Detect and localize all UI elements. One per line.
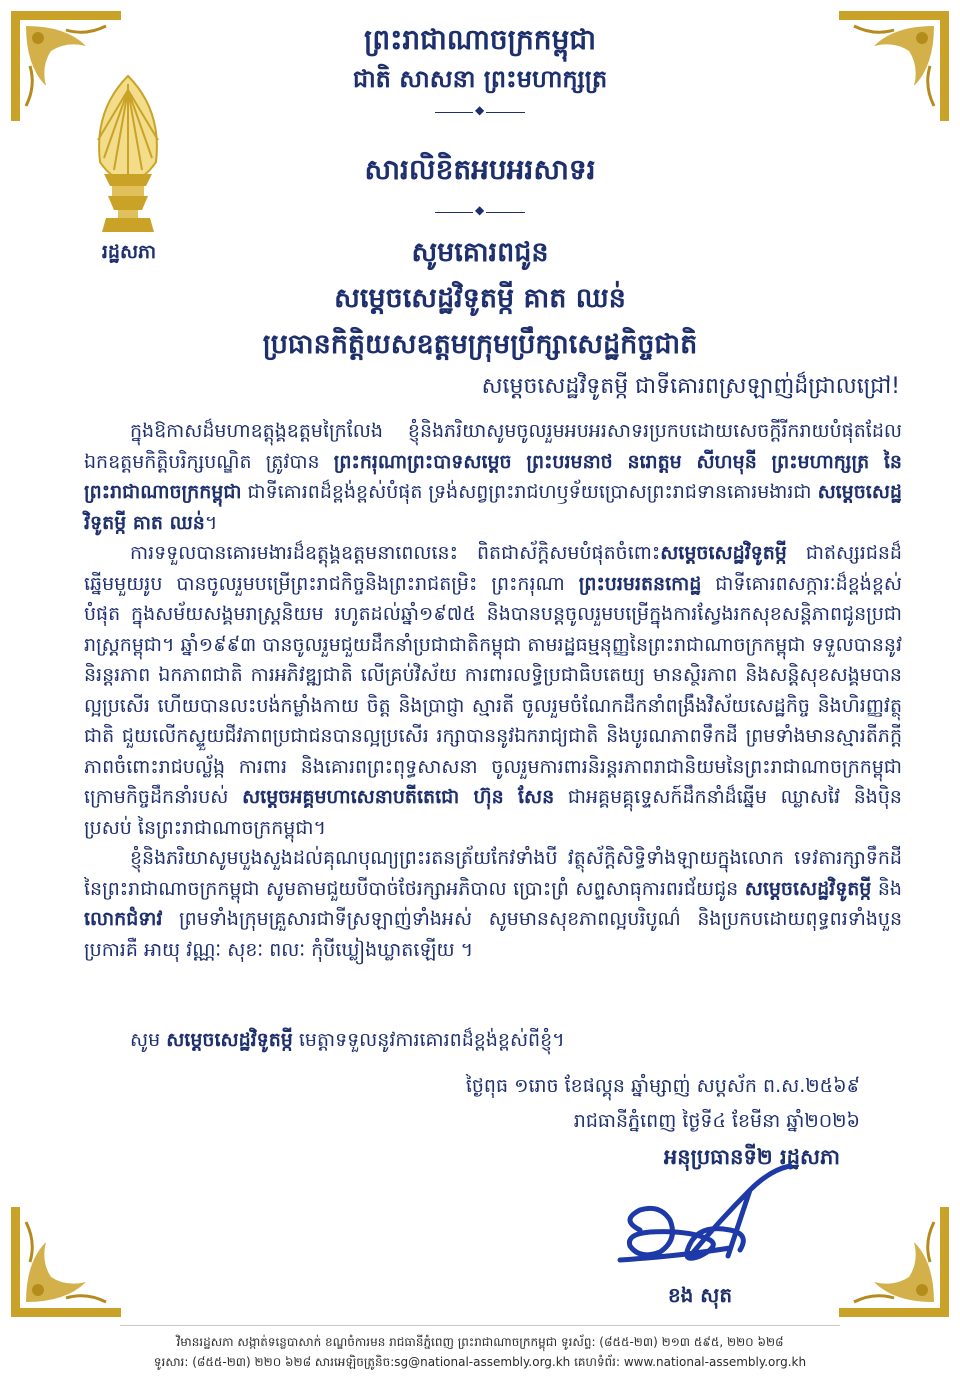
lunar-date: ថ្ងៃពុធ ១រោច ខែផល្គុន ឆ្នាំម្សាញ់ សប្តស័ក ព.ស.២៥៦៩ (465, 1075, 860, 1097)
recipient-name: សម្តេចសេដ្ឋវិទូតម្កី គាត ឈន់ (334, 283, 626, 314)
letter-body (84, 416, 902, 965)
body-paragraph: ការទទួលបានគោរមងារដ៏ឧត្តុង្គឧត្តមនាពេលនេះ ពិតជាស័ក្តិសមបំផុតចំពោះសម្តេចសេដ្ឋវិទូតម្កី ជាឥស្សរជនដ៏ឆ្នើមមួយរូប បានចូលរួមបម្រើព្រះរាជកិច្ចនិងព្រះរាជតម្រិះ ព្រះករុណា ព្រះបរមរតនកោដ្ឋ ជាទីគោរពសក្ការៈដ៏ខ្ពង់ខ្ពស់បំផុត ក្នុងសម័យសង្គមរាស្ត្រនិយម រហូតដល់ឆ្នាំ១៩៧៥ និងបានបន្តចូលរួមបម្រើក្នុងការស្វែងរកសុខសន្តិភាពជូនប្រជារាស្ត្រកម្ពុជា។ ឆ្នាំ១៩៩៣ បានចូលរួមជួយដឹកនាំប្រជាជាតិកម្ពុជា តាមរដ្ឋធម្មនុញ្ញនៃព្រះរាជាណាចក្រកម្ពុជា ទទួលបាននូវនិរន្តរភាព ឯកភាពជាតិ ការអភិវឌ្ឍជាតិ លើគ្រប់វិស័យ ការពារលទ្ធិប្រជាធិបតេយ្យ មានស្ថិរភាព និងសន្តិសុខសង្គមបានល្អប្រសើរ ហើយបានលះបង់កម្លាំងកាយ ចិត្ត និងប្រាជ្ញា ស្មារតី ចូលរួមចំណែកដឹកនាំពង្រឹងវិស័យសេដ្ឋកិច្ច និងហិរញ្ញវត្ថុជាតិ ជួយលើកស្ទួយជីវភាពប្រជាជនបានល្អប្រសើរ រក្សាបាននូវឯករាជ្យជាតិ និងបូរណភាពទឹកដី ព្រមទាំងមានស្មារតីភក្តីភាពចំពោះរាជបល្ល័ង្ក ការពារ និងគោរពព្រះពុទ្ធសាសនា ចូលរួមការពារនិរន្តរភាពរាជានិយមនៃព្រះរាជាណាចក្រកម្ពុជា ក្រោមកិច្ចដឹកនាំរបស់ សម្តេចអគ្គមហាសេនាបតីតេជោ ហ៊ុន សែន ជាអគ្គមគ្គុទ្ទេសក៍ដឹកនាំដ៏ឆ្នើម ឈ្លាសវៃ និងប៉ិនប្រសប់ នៃព្រះរាជាណាចក្រកម្ពុជា។ (84, 542, 902, 839)
title-divider (435, 208, 525, 218)
header-divider (435, 108, 525, 118)
recipient-block (0, 230, 960, 368)
kingdom-title: ព្រះរាជាណាចក្រកម្ពុជា (363, 23, 596, 56)
corner-ornament-icon (6, 1202, 126, 1322)
document-title: សារលិខិតអបអរសាទរ (364, 153, 596, 186)
closing-line: សូម សម្តេចសេដ្ឋវិទូតម្កី មេត្តាទទួលនូវការគោរពដ៏ខ្ពង់ខ្ពស់ពីខ្ញុំ។ (130, 1029, 565, 1051)
corner-ornament-icon (834, 1202, 954, 1322)
salutation: សម្តេចសេដ្ឋវិទូតម្កី ជាទីគោរពស្រឡាញ់ដ៏ជ្រាលជ្រៅ! (481, 374, 900, 399)
footer-divider (120, 1325, 840, 1326)
national-motto: ជាតិ សាសនា ព្រះមហាក្សត្រ (352, 65, 608, 93)
solar-date: រាជធានីភ្នំពេញ ថ្ងៃទី៤ ខែមីនា ឆ្នាំ២០២៦ (573, 1110, 860, 1132)
body-paragraph: ខ្ញុំនិងភរិយាសូមបួងសួងដល់គុណបុណ្យព្រះរតនត្រ័យកែវទាំងបី វត្ថុស័ក្តិសិទ្ធិទាំងឡាយក្នុងលោក ទេវតារក្សាទឹកដីនៃព្រះរាជាណាចក្រកម្ពុជា សូមតាមជួយបីបាច់ថែរក្សាអភិបាល ប្រោះព្រំ សព្ទសាធុការពរជ័យជូន សម្តេចសេដ្ឋវិទូតម្កី និងលោកជំទាវ ព្រមទាំងក្រុមគ្រួសារជាទីស្រឡាញ់ទាំងអស់ សូមមានសុខភាពល្អបរិបូណ៌ និងប្រកបដោយពុទ្ធពរទាំងបួនប្រការគឺ អាយុ វណ្ណៈ សុខៈ ពលៈ កុំបីឃ្លៀងឃ្លាតឡើយ ។ (84, 847, 902, 961)
letter-header (0, 20, 960, 128)
footer-address: វិមានរដ្ឋសភា សង្កាត់ទន្លេបាសាក់ ខណ្ឌចំការមន រាជធានីភ្នំពេញ ព្រះរាជាណាចក្រកម្ពុជា ទូរស័ព្ទ: (៨៥៥-២៣) ២១៣ ៥៩៥, ២២០ ៦២៨ (176, 1335, 784, 1349)
signer-title: អនុប្រធានទី២ រដ្ឋសភា (663, 1145, 840, 1169)
body-paragraph: ក្នុងឱកាសដ៏មហាឧត្តុង្គឧត្តមក្រៃលែង ខ្ញុំនិងភរិយាសូមចូលរួមអបអរសាទរប្រកបដោយសេចក្តីរីករាយបំផុតដែល ឯកឧត្តមកិត្តិបរិក្សបណ្ឌិត ត្រូវបាន ព្រះករុណាព្រះបាទសម្តេច ព្រះបរមនាថ នរោត្តម សីហមុនី ព្រះមហាក្សត្រ នៃព្រះរាជាណាចក្រកម្ពុជា ជាទីគោរពដ៏ខ្ពង់ខ្ពស់បំផុត ទ្រង់សព្វព្រះរាជហឫទ័យប្រោសព្រះរាជទានគោរមងារជា សម្តេចសេដ្ឋវិទូតម្កី គាត ឈន់។ (84, 420, 902, 534)
letter-footer (100, 1332, 860, 1372)
signer-name: ខង សុត (667, 1283, 733, 1307)
handwritten-signature-icon (600, 1160, 820, 1290)
emblem-caption: រដ្ឋសភា (101, 241, 157, 263)
recipient-position: ប្រធានកិត្តិយសឧត្តមក្រុមប្រឹក្សាសេដ្ឋកិច្ចជាតិ (262, 329, 698, 360)
recipient-greeting: សូមគោរពជូន (411, 237, 549, 268)
footer-contact: ទូរសារ: (៨៥៥-២៣) ២២០ ៦២៨ សារអេឡិចត្រូនិច:sg@national-assembly.org.kh គេហទំព័រ: www.national-assembly.org.kh (153, 1355, 807, 1369)
